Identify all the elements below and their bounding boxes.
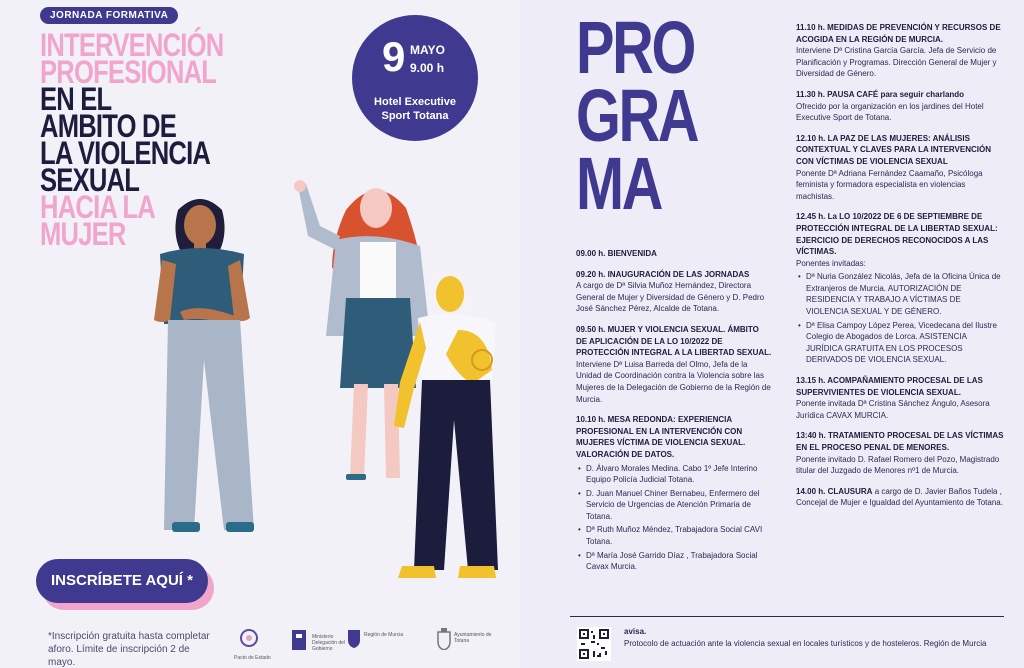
signup-button[interactable]: INSCRÍBETE AQUÍ * (36, 559, 208, 603)
programa-title-line: GRA (576, 74, 698, 157)
programa-title-line: PRO (576, 6, 695, 89)
headline-line: AMBITO DE (40, 108, 176, 144)
logo-region-murcia (346, 628, 404, 653)
sponsor-logos (228, 628, 518, 668)
schedule-item (576, 324, 772, 405)
headline-line: HACIA LA (40, 189, 155, 225)
headline-line: MUJER (40, 216, 126, 252)
headline-line: EN EL (40, 81, 112, 117)
schedule-item-text: Ponentes invitadas: (796, 258, 866, 268)
registration-note: *Inscripción gratuita hasta completar aforo. Límite de inscripción 2 de mayo. (48, 631, 210, 668)
women-illustration (140, 170, 520, 590)
right-panel (520, 0, 1024, 668)
logo-ayuntamiento-totana (436, 628, 492, 655)
region-murcia-shield-icon (346, 628, 362, 648)
schedule-item (796, 211, 1004, 366)
date-day: 9 (382, 33, 406, 80)
speaker-list-item: • Dª María José Garrido Díaz , Trabajadora Social Cavax Murcia. (576, 550, 772, 573)
schedule-item-title: 10.10 h. MESA REDONDA: EXPERIENCIA PROFESIONAL EN LA INTERVENCIÓN CON MUJERES VÍCTIMA DE VIOLENCIA SEXUAL. VALORACIÓN DE DATOS. (576, 415, 746, 459)
schedule-item (796, 22, 1004, 80)
logo-pacto-estado (234, 628, 271, 661)
logo-caption: Pacto de Estado (234, 655, 271, 661)
schedule-item (796, 89, 1004, 124)
schedule-item-text: Interviene Dª Cristina García García. Jefa de Servicio de Planificación y Programas. Dirección General de Mujer y Diversidad de Género. (796, 46, 997, 79)
speaker-list-item: • Dª Ruth Muñoz Méndez, Trabajadora Social CAVI Totana. (576, 524, 772, 547)
woman-left-figure (154, 199, 254, 532)
speaker-list-item: • D. Juan Manuel Chiner Bernabeu, Enfermero del Servicio de Urgencias de Atención Primaria de Totana. (576, 488, 772, 523)
schedule-column-right (796, 22, 1004, 518)
schedule-item-text: Ponente Dª Adriana Fernández Caamaño, Psicóloga feminista y formadora especialista en violencias machistas. (796, 168, 983, 201)
schedule-item-title: 13:40 h. TRATAMIENTO PROCESAL DE LAS VÍCTIMAS EN EL PROCESO PENAL DE MENORES. (796, 431, 1004, 452)
schedule-item-text: Interviene Dª Luisa Barreda del Olmo, Jefa de la Unidad de Coordinación contra la Violencia sobre las Mujeres de la Delegación de Gobierno de la Región de Murcia. (576, 359, 771, 404)
schedule-item-title: 11.10 h. MEDIDAS DE PREVENCIÓN Y RECURSOS DE ACOGIDA EN LA REGIÓN DE MURCIA. (796, 23, 1001, 44)
schedule-item-text: a cargo de D. Javier Baños Tudela , Concejal de Mujer e Igualdad del Ayuntamiento de Totana. (796, 486, 1003, 508)
aviso-text: Protocolo de actuación ante la violencia sexual en locales turísticos y de hosteleros. Región de Murcia (624, 638, 987, 648)
schedule-item-text: Ponente invitada Dª Cristina Sánchez Ángulo, Asesora Jurídica CAVAX MURCIA. (796, 399, 990, 420)
schedule-item (576, 414, 772, 573)
schedule-item-title: 09.20 h. INAUGURACIÓN DE LAS JORNADAS (576, 269, 750, 279)
logo-ministerio (290, 628, 346, 657)
schedule-item-title: 13.15 h. ACOMPAÑAMIENTO PROCESAL DE LAS SUPERVIVIENTES DE VIOLENCIA SEXUAL. (796, 376, 983, 397)
headline-line: SEXUAL (40, 162, 140, 198)
speaker-list-item: • D. Álvaro Morales Medina. Cabo 1º Jefe Interino Equipo Policía Judicial Totana. (576, 463, 772, 486)
schedule-item (576, 269, 772, 315)
schedule-item-title: 09.50 h. MUJER Y VIOLENCIA SEXUAL. ÁMBITO DE APLICACIÓN DE LA LO 10/2022 DE PROTECCIÓN INTEGRAL A LA LIBERTAD SEXUAL. (576, 324, 772, 358)
schedule-item (796, 430, 1004, 476)
date-month: MAYO (410, 43, 445, 57)
schedule-item (576, 248, 772, 260)
event-type-tag: JORNADA FORMATIVA (40, 7, 178, 24)
schedule-item-title: 14.00 h. CLAUSURA (796, 486, 873, 496)
schedule-column-left (576, 248, 772, 582)
headline-line: LA VIOLENCIA (40, 135, 211, 171)
speaker-list-item: • Dª Elisa Campoy López Perea, Vicedecana del Ilustre Colegio de Abogados de Lorca. ASISTENCIA JURÍDICA GRATUITA EN LOS PROCESOS DERIVADOS DE VIOLENCIA SEXUAL. (796, 320, 1004, 366)
schedule-item-title: 09.00 h. BIENVENIDA (576, 249, 657, 258)
aviso-title: avisa. (624, 627, 647, 636)
qr-code-icon[interactable] (577, 627, 611, 661)
logo-caption: Ministerio Delegación del Gobierno (312, 634, 346, 652)
schedule-item-text: Ofrecido por la organización en los jardines del Hotel Executive Sport de Totana. (796, 101, 984, 123)
date-time: 9.00 h (410, 61, 445, 75)
pacto-estado-icon (234, 628, 264, 650)
schedule-item (796, 375, 1004, 421)
schedule-item-title: 12.45 h. La LO 10/2022 DE 6 DE SEPTIEMBRE DE PROTECCIÓN INTEGRAL DE LA LIBERTAD SEXUAL: EJERCICIO DE DERECHOS RECONOCIDOS A LAS VÍCTIMAS. (796, 212, 998, 257)
divider (570, 616, 1004, 617)
programa-title (576, 6, 706, 225)
schedule-item (796, 486, 1004, 509)
headline-line: PROFESIONAL (40, 54, 217, 90)
schedule-item-text: A cargo de Dª Silvia Muñoz Hernández, Directora General de Mujer y Diversidad de Género y D. Pedro José Sánchez Pérez, Alcalde de Totana. (576, 281, 765, 314)
aviso-note (624, 626, 994, 649)
headline-line: INTERVENCIÓN (40, 27, 224, 63)
programa-title-line: MA (576, 142, 662, 225)
schedule-item-title: 11.30 h. PAUSA CAFÉ para seguir charlando (796, 89, 965, 99)
logo-caption: Región de Murcia (364, 632, 404, 638)
woman-middle-figure (294, 180, 430, 480)
ministerio-icon (290, 628, 310, 652)
speaker-list (796, 271, 1004, 366)
logo-caption: Ayuntamiento de Totana (454, 632, 492, 644)
ayuntamiento-crest-icon (436, 628, 452, 650)
speaker-list-item: • Dª Nuria González Nicolás, Jefa de la Oficina Única de Extranjeros de Murcia. AUTORIZACIÓN DE RESIDENCIA Y TRABAJO A VÍCTIMAS DE VIOLENCIA SEXUAL Y DE GÉNERO. (796, 271, 1004, 317)
speaker-list (576, 463, 772, 573)
schedule-item-text: Ponente invitado D. Rafael Romero del Pozo, Magistrado titular del Juzgado de Menores nº1 de Murcia. (796, 454, 1000, 476)
date-badge (352, 15, 478, 141)
venue-line: Hotel Executive (374, 96, 456, 108)
venue (352, 95, 478, 123)
schedule-item (796, 133, 1004, 203)
venue-line: Sport Totana (381, 110, 449, 122)
schedule-item-title: 12.10 h. LA PAZ DE LAS MUJERES: ANÁLISIS CONTEXTUAL Y CLAVES PARA LA INTERVENCIÓN CON VÍCTIMAS DE VIOLENCIA SEXUAL (796, 133, 991, 166)
